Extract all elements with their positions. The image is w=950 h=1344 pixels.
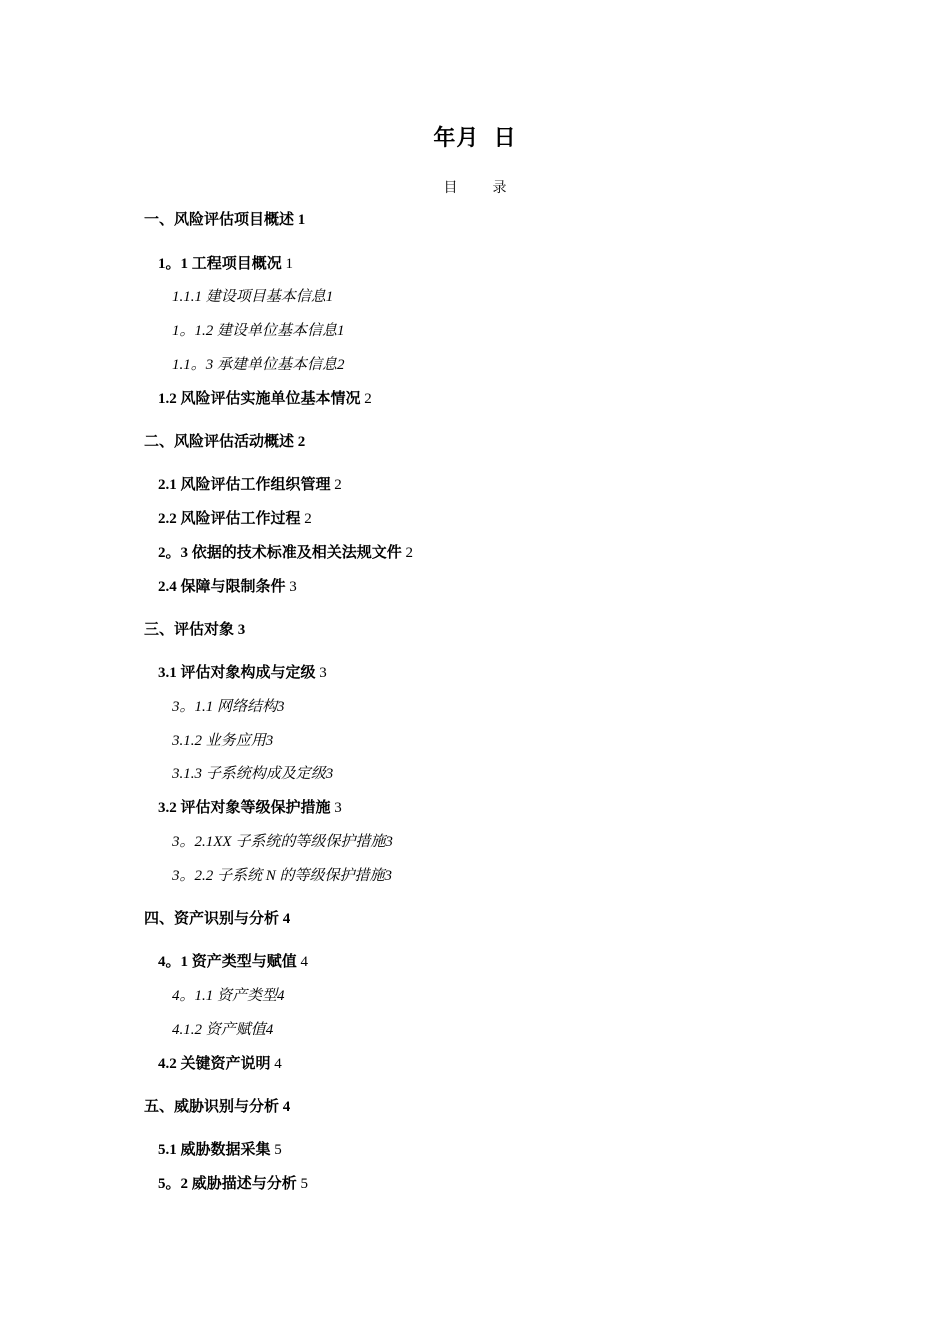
toc-entry[interactable] [158,543,413,563]
toc-entry[interactable] [172,731,273,751]
toc-entry[interactable] [172,355,345,375]
toc-entry-title: 1。1 工程项目概况 [158,256,282,272]
toc-entry-title: 5.1 威胁数据采集 [158,1142,271,1158]
toc-entry-title: 3.1.3 子系统构成及定级 [172,766,326,782]
toc-entry-title: 3。1.1 网络结构 [172,699,278,715]
toc-entry-title: 1.1。3 承建单位基本信息 [172,357,338,373]
toc-entry-page: 4 [300,954,309,970]
toc-entry-page: 1 [325,289,334,305]
toc-entry-title: 1.1.1 建设项目基本信息 [172,289,326,305]
toc-entry[interactable] [172,1020,273,1040]
toc-entry-page: 2 [304,511,312,527]
toc-entry[interactable] [172,321,345,341]
toc-entry-title: 四、资产识别与分析 [144,911,280,927]
toc-entry[interactable] [158,1054,282,1074]
toc-entry-title: 5。2 威胁描述与分析 [158,1176,297,1192]
toc-entry-title: 3.1.2 业务应用 [172,733,266,749]
toc-entry[interactable] [158,509,312,529]
toc-entry[interactable] [158,577,297,597]
toc-entry-page: 2 [337,357,345,373]
toc-entry-title: 一、风险评估项目概述 [144,212,295,228]
toc-entry-title: 4.2 关键资产说明 [158,1056,271,1072]
toc-entry[interactable] [144,432,305,452]
toc-entry[interactable] [144,909,290,929]
toc-entry-page: 2 [364,391,372,407]
toc-entry-page: 3 [237,622,246,638]
toc-entry[interactable] [158,663,327,683]
toc-entry-page: 1 [297,212,306,228]
toc-entry-title: 3。2.2 子系统 N 的等级保护措施 [172,868,385,884]
toc-entry-title: 3。2.1XX 子系统的等级保护措施 [172,834,386,850]
toc-entry[interactable] [172,697,285,717]
toc-entry[interactable] [172,287,333,307]
toc-entry[interactable] [172,866,392,886]
toc-entry[interactable] [158,1174,308,1194]
toc-entry-title: 2.4 保障与限制条件 [158,579,286,595]
toc-entry-title: 4.1.2 资产赋值 [172,1022,266,1038]
toc-entry-page: 4 [274,1056,282,1072]
toc-entry[interactable] [158,798,342,818]
toc-entry-title: 1。1.2 建设单位基本信息 [172,323,338,339]
toc-entry-page: 5 [300,1176,309,1192]
toc-entry-title: 二、风险评估活动概述 [144,434,295,450]
page-title: 年月 日 [433,125,517,150]
toc-entry[interactable] [144,210,305,230]
toc-entry[interactable] [158,475,342,495]
toc-entry-page: 4 [282,911,291,927]
toc-entry-page: 3 [319,665,327,681]
toc-entry-page: 4 [265,1022,274,1038]
toc-entry-page: 2 [405,545,414,561]
toc-entry-page: 2 [297,434,306,450]
toc-entry-title: 三、评估对象 [144,622,235,638]
toc-entry-page: 3 [385,834,393,850]
toc-entry[interactable] [158,389,372,409]
toc-entry-title: 4。1 资产类型与赋值 [158,954,297,970]
toc-entry[interactable] [144,620,245,640]
toc-entry-page: 1 [285,256,294,272]
toc-entry-page: 3 [277,699,285,715]
toc-entry-page: 2 [334,477,342,493]
toc-entry[interactable] [172,832,393,852]
toc-entry[interactable] [158,952,308,972]
toc-entry-title: 2.2 风险评估工作过程 [158,511,301,527]
toc-entry[interactable] [144,1097,290,1117]
toc-entry-page: 4 [282,1099,291,1115]
toc-entry-page: 3 [384,868,393,884]
toc-entry[interactable] [172,986,285,1006]
toc-heading: 目 录 [443,181,507,196]
toc-entry-title: 3.2 评估对象等级保护措施 [158,800,331,816]
toc-entry-page: 1 [337,323,345,339]
toc-entry-title: 五、威胁识别与分析 [144,1099,280,1115]
toc-entry-page: 3 [334,800,342,816]
toc-entry[interactable] [158,254,293,274]
toc-entry-title: 3.1 评估对象构成与定级 [158,665,316,681]
toc-entry-page: 3 [325,766,334,782]
toc-entry-title: 2。3 依据的技术标准及相关法规文件 [158,545,402,561]
toc-entry-page: 5 [274,1142,282,1158]
toc-entry-page: 3 [265,733,274,749]
toc-entry-page: 3 [289,579,297,595]
toc-entry-title: 4。1.1 资产类型 [172,988,278,1004]
toc-entry-page: 4 [277,988,285,1004]
toc-entry-title: 1.2 风险评估实施单位基本情况 [158,391,361,407]
toc-entry[interactable] [172,764,333,784]
toc-entry-title: 2.1 风险评估工作组织管理 [158,477,331,493]
toc-entry[interactable] [158,1140,282,1160]
